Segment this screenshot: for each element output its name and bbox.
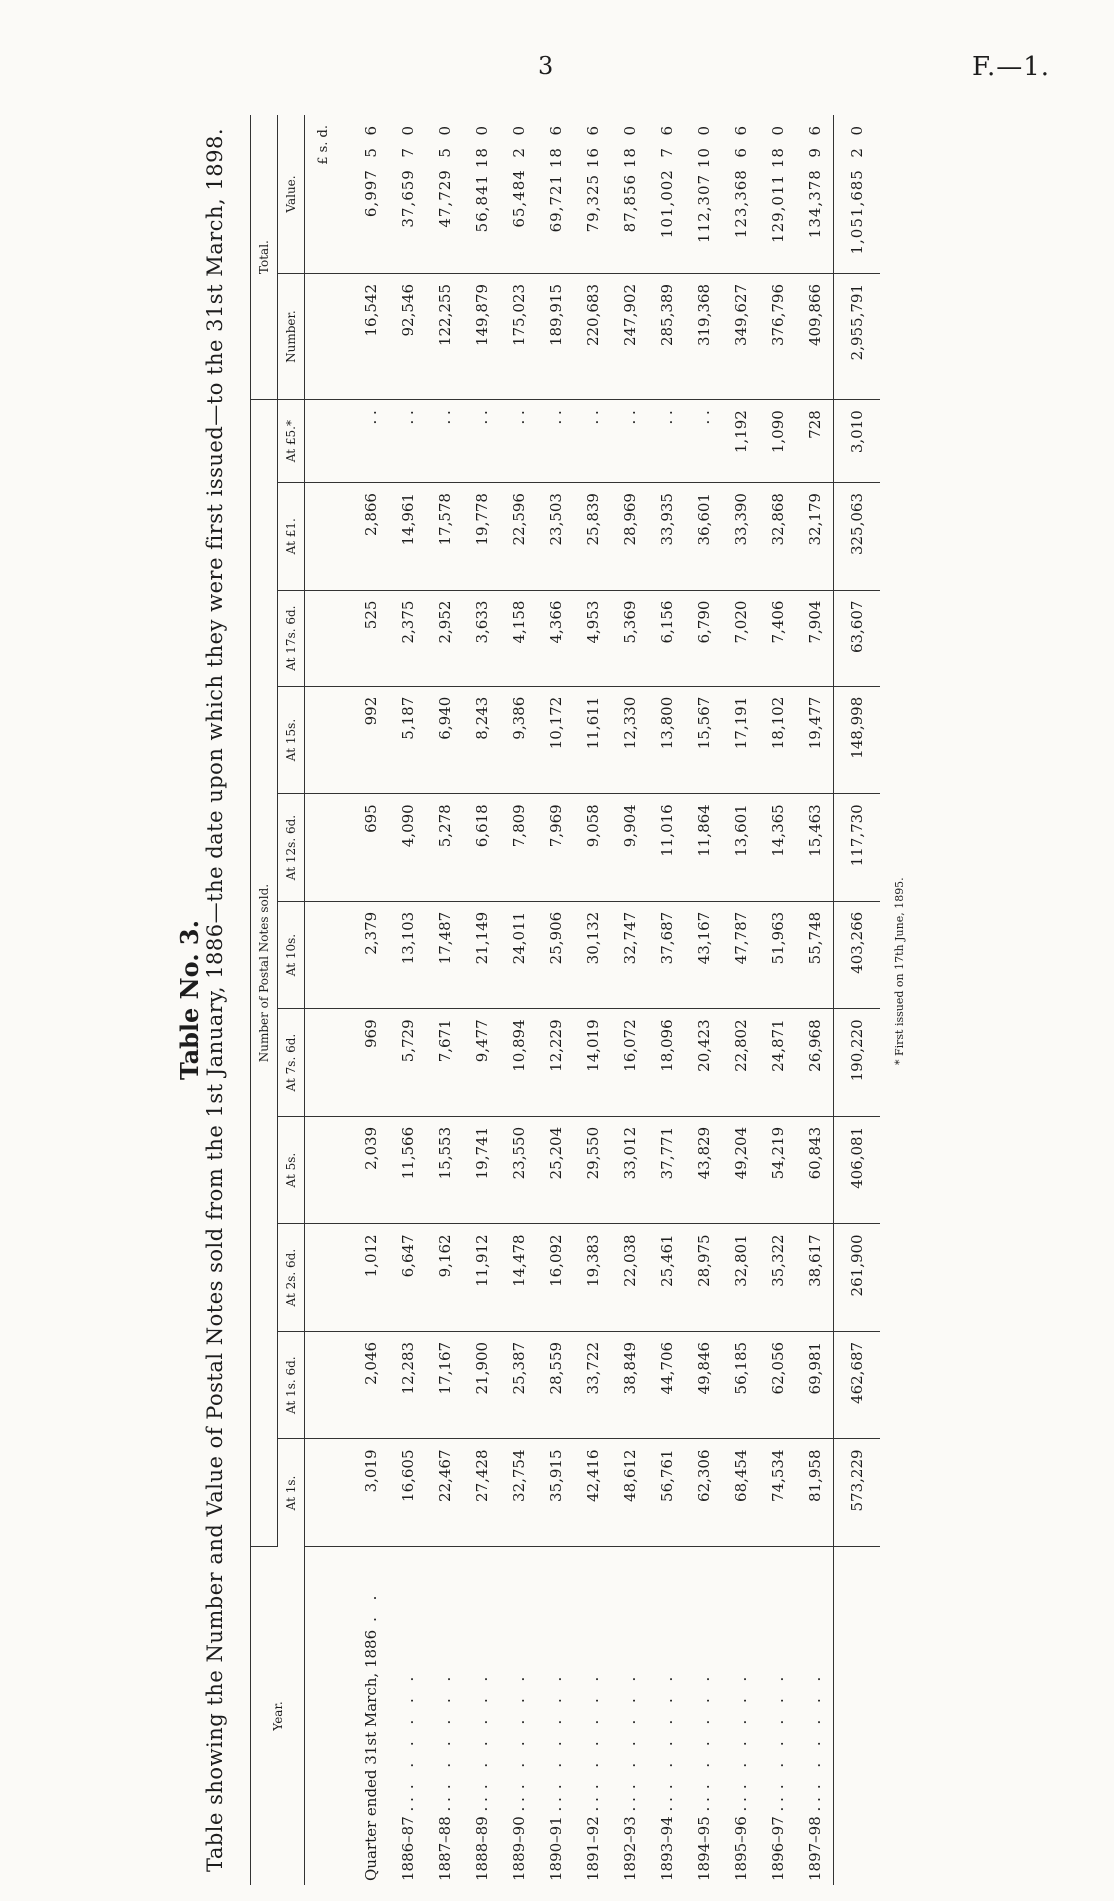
totals-cell: 573,229 <box>834 1439 881 1547</box>
row-year-leader: . . . . . . <box>472 1670 491 1790</box>
row-total-value: 6,997 5 6 <box>342 115 389 274</box>
number-sold-group-header: Number of Postal Notes sold. <box>251 400 278 1547</box>
row-total-value: 129,011 18 0 <box>759 115 796 274</box>
units-row <box>305 115 343 1885</box>
row-cell: 4,090 <box>389 794 426 902</box>
row-cell: . . <box>648 400 685 483</box>
row-year-label: 1889–90 . . <box>509 1797 528 1881</box>
table-row <box>611 115 648 1885</box>
row-year-leader: . . . . . . <box>620 1670 639 1790</box>
row-cell: . . <box>574 400 611 483</box>
row-cell: 22,802 <box>722 1009 759 1117</box>
row-total-value: 112,307 10 0 <box>685 115 722 274</box>
row-cell: 17,578 <box>426 483 463 591</box>
row-cell: 2,039 <box>342 1116 389 1224</box>
row-total-number: 319,368 <box>685 274 722 400</box>
totals-row <box>834 115 881 1885</box>
row-cell: . . <box>426 400 463 483</box>
row-cell: . . <box>537 400 574 483</box>
row-cell: 35,915 <box>537 1439 574 1547</box>
footnote: * First issued on 17th June, 1895. <box>893 877 906 1065</box>
row-year <box>759 1547 796 1886</box>
row-cell: 3,633 <box>463 590 500 686</box>
row-cell: 6,647 <box>389 1224 426 1332</box>
row-year-leader: . . . . . . <box>398 1670 417 1790</box>
row-total-value: 79,325 16 6 <box>574 115 611 274</box>
row-total-number: 376,796 <box>759 274 796 400</box>
row-cell: 6,618 <box>463 794 500 902</box>
row-cell: 25,387 <box>500 1331 537 1439</box>
row-cell: 51,963 <box>759 901 796 1009</box>
table-row <box>759 115 796 1885</box>
row-cell: 43,167 <box>685 901 722 1009</box>
row-total-number: 175,023 <box>500 274 537 400</box>
row-year <box>537 1547 574 1886</box>
row-cell: 11,016 <box>648 794 685 902</box>
row-cell: 15,463 <box>796 794 834 902</box>
row-year <box>611 1547 648 1886</box>
row-cell: 1,012 <box>342 1224 389 1332</box>
row-cell: 33,390 <box>722 483 759 591</box>
row-cell: 69,981 <box>796 1331 834 1439</box>
row-cell: 43,829 <box>685 1116 722 1224</box>
row-cell: 18,096 <box>648 1009 685 1117</box>
row-year <box>796 1547 834 1886</box>
row-cell: 5,278 <box>426 794 463 902</box>
row-total-number: 247,902 <box>611 274 648 400</box>
row-cell: 13,103 <box>389 901 426 1009</box>
row-cell: 9,386 <box>500 686 537 794</box>
row-cell: 11,864 <box>685 794 722 902</box>
row-cell: 19,778 <box>463 483 500 591</box>
col-header-5s: At 5s. <box>278 1116 305 1224</box>
row-cell: . . <box>611 400 648 483</box>
row-cell: 11,912 <box>463 1224 500 1332</box>
row-cell: 37,771 <box>648 1116 685 1224</box>
table-row <box>463 115 500 1885</box>
totals-cell: 63,607 <box>834 590 881 686</box>
table-body <box>305 115 881 1885</box>
table-row <box>648 115 685 1885</box>
row-year <box>722 1547 759 1886</box>
row-cell: 13,800 <box>648 686 685 794</box>
row-cell: 16,072 <box>611 1009 648 1117</box>
row-cell: 2,866 <box>342 483 389 591</box>
row-cell: 15,567 <box>685 686 722 794</box>
row-cell: 10,172 <box>537 686 574 794</box>
row-cell: 29,550 <box>574 1116 611 1224</box>
row-cell: 47,787 <box>722 901 759 1009</box>
totals-cell: 148,998 <box>834 686 881 794</box>
row-total-number: 92,546 <box>389 274 426 400</box>
year-header: Year. <box>251 1547 305 1886</box>
row-year-label: 1895–96 . . <box>731 1797 750 1881</box>
row-total-number: 409,866 <box>796 274 834 400</box>
row-total-number: 285,389 <box>648 274 685 400</box>
table-row <box>342 115 389 1885</box>
row-cell: 525 <box>342 590 389 686</box>
row-cell: 15,553 <box>426 1116 463 1224</box>
row-total-value: 69,721 18 6 <box>537 115 574 274</box>
row-year <box>500 1547 537 1886</box>
row-year <box>426 1547 463 1886</box>
row-cell: 62,056 <box>759 1331 796 1439</box>
totals-cell: 190,220 <box>834 1009 881 1117</box>
grand-total-number: 2,955,791 <box>834 274 881 400</box>
row-cell: 12,283 <box>389 1331 426 1439</box>
row-total-number: 16,542 <box>342 274 389 400</box>
row-cell: 17,167 <box>426 1331 463 1439</box>
row-year-label: Quarter ended 31st March, 1886 <box>361 1629 380 1881</box>
row-cell: 25,906 <box>537 901 574 1009</box>
row-cell: 28,969 <box>611 483 648 591</box>
row-cell: 23,550 <box>500 1116 537 1224</box>
row-cell: 8,243 <box>463 686 500 794</box>
row-cell: 48,612 <box>611 1439 648 1547</box>
row-cell: 36,601 <box>685 483 722 591</box>
row-cell: 728 <box>796 400 834 483</box>
totals-cell: 462,687 <box>834 1331 881 1439</box>
row-cell: 32,179 <box>796 483 834 591</box>
row-cell: 21,900 <box>463 1331 500 1439</box>
totals-cell: 117,730 <box>834 794 881 902</box>
row-cell: 32,754 <box>500 1439 537 1547</box>
row-year-leader: . . . . . . <box>583 1670 602 1790</box>
row-year-label: 1892–93 . . <box>620 1797 639 1881</box>
row-year-label: 1887–88 . . <box>435 1797 454 1881</box>
row-cell: 42,416 <box>574 1439 611 1547</box>
header-group-row <box>251 115 278 1885</box>
totals-cell: 325,063 <box>834 483 881 591</box>
value-units-label: £ s. d. <box>305 115 343 274</box>
row-cell: 6,790 <box>685 590 722 686</box>
row-cell: 32,747 <box>611 901 648 1009</box>
page-number: 3 <box>538 52 554 80</box>
totals-cell: 3,010 <box>834 400 881 483</box>
col-header-total-value: Value. <box>278 115 305 274</box>
row-year-leader: . . . . . . <box>694 1670 713 1790</box>
row-year <box>389 1547 426 1886</box>
row-cell: 60,843 <box>796 1116 834 1224</box>
row-cell: 19,383 <box>574 1224 611 1332</box>
row-cell: 9,904 <box>611 794 648 902</box>
row-cell: 5,369 <box>611 590 648 686</box>
postal-notes-table <box>250 115 880 1885</box>
row-cell: 14,365 <box>759 794 796 902</box>
row-year-leader: . . . . . . <box>805 1670 824 1790</box>
col-header-5pound: At £5.* <box>278 400 305 483</box>
row-cell: 22,596 <box>500 483 537 591</box>
row-total-number: 220,683 <box>574 274 611 400</box>
row-cell: 25,461 <box>648 1224 685 1332</box>
row-cell: 35,322 <box>759 1224 796 1332</box>
row-cell: 3,019 <box>342 1439 389 1547</box>
row-year-leader: . . . . . . <box>435 1670 454 1790</box>
row-cell: 969 <box>342 1009 389 1117</box>
row-total-value: 65,484 2 0 <box>500 115 537 274</box>
row-cell: 6,940 <box>426 686 463 794</box>
table-caption: Table showing the Number and Value of Postal Notes sold from the 1st January, 1886—the date upon which they were first issued—to the 31st March, 1898. <box>203 127 227 1873</box>
row-cell: 38,849 <box>611 1331 648 1439</box>
row-total-value: 123,368 6 6 <box>722 115 759 274</box>
row-cell: 28,559 <box>537 1331 574 1439</box>
row-cell: 56,761 <box>648 1439 685 1547</box>
row-year-leader: . . . . . . <box>768 1670 787 1790</box>
row-cell: 1,192 <box>722 400 759 483</box>
row-total-value: 134,378 9 6 <box>796 115 834 274</box>
row-cell: 7,969 <box>537 794 574 902</box>
row-cell: 12,330 <box>611 686 648 794</box>
row-cell: 25,839 <box>574 483 611 591</box>
row-cell: 9,477 <box>463 1009 500 1117</box>
row-total-value: 37,659 7 0 <box>389 115 426 274</box>
row-cell: 5,729 <box>389 1009 426 1117</box>
col-header-1pound: At £1. <box>278 483 305 591</box>
row-cell: 21,149 <box>463 901 500 1009</box>
row-cell: 11,566 <box>389 1116 426 1224</box>
row-cell: 18,102 <box>759 686 796 794</box>
row-cell: 62,306 <box>685 1439 722 1547</box>
row-total-number: 122,255 <box>426 274 463 400</box>
row-cell: 13,601 <box>722 794 759 902</box>
row-cell: 25,204 <box>537 1116 574 1224</box>
row-year-label: 1896–97 . . <box>768 1797 787 1881</box>
row-cell: 992 <box>342 686 389 794</box>
row-cell: 19,741 <box>463 1116 500 1224</box>
table-row <box>796 115 834 1885</box>
row-cell: 19,477 <box>796 686 834 794</box>
row-cell: 27,428 <box>463 1439 500 1547</box>
row-cell: 49,204 <box>722 1116 759 1224</box>
row-cell: 44,706 <box>648 1331 685 1439</box>
row-year-label: 1888–89 . . <box>472 1797 491 1881</box>
row-year-leader: . . . . . . <box>546 1670 565 1790</box>
row-cell: 10,894 <box>500 1009 537 1117</box>
col-header-7s6d: At 7s. 6d. <box>278 1009 305 1117</box>
row-cell: 23,503 <box>537 483 574 591</box>
row-cell: 33,935 <box>648 483 685 591</box>
row-cell: 7,809 <box>500 794 537 902</box>
col-header-10s: At 10s. <box>278 901 305 1009</box>
row-cell: 12,229 <box>537 1009 574 1117</box>
row-cell: 14,478 <box>500 1224 537 1332</box>
table-row <box>500 115 537 1885</box>
row-cell: 22,038 <box>611 1224 648 1332</box>
row-cell: 68,454 <box>722 1439 759 1547</box>
col-header-17s6d: At 17s. 6d. <box>278 590 305 686</box>
row-cell: 33,012 <box>611 1116 648 1224</box>
row-cell: 2,379 <box>342 901 389 1009</box>
row-cell: . . <box>389 400 426 483</box>
row-cell: 5,187 <box>389 686 426 794</box>
row-total-number: 349,627 <box>722 274 759 400</box>
row-year-leader: . . <box>361 1589 380 1622</box>
row-cell: 7,904 <box>796 590 834 686</box>
row-cell: 81,958 <box>796 1439 834 1547</box>
row-cell: 56,185 <box>722 1331 759 1439</box>
row-total-value: 56,841 18 0 <box>463 115 500 274</box>
rotated-table-block <box>175 105 925 1895</box>
row-cell: 16,605 <box>389 1439 426 1547</box>
row-cell: 9,162 <box>426 1224 463 1332</box>
table-number: Table No. 3. <box>175 920 204 1080</box>
row-cell: 38,617 <box>796 1224 834 1332</box>
row-cell: 55,748 <box>796 901 834 1009</box>
col-header-1s6d: At 1s. 6d. <box>278 1331 305 1439</box>
totals-cell: 406,081 <box>834 1116 881 1224</box>
table-row <box>426 115 463 1885</box>
row-cell: 24,011 <box>500 901 537 1009</box>
row-cell: 2,046 <box>342 1331 389 1439</box>
row-year-label: 1890–91 . . <box>546 1797 565 1881</box>
row-year-label: 1893–94 . . <box>657 1797 676 1881</box>
row-total-value: 47,729 5 0 <box>426 115 463 274</box>
row-year <box>685 1547 722 1886</box>
row-year <box>463 1547 500 1886</box>
row-cell: 33,722 <box>574 1331 611 1439</box>
row-cell: 54,219 <box>759 1116 796 1224</box>
row-cell: 9,058 <box>574 794 611 902</box>
row-year-leader: . . . . . . <box>509 1670 528 1790</box>
row-year <box>574 1547 611 1886</box>
table-row <box>537 115 574 1885</box>
row-cell: 1,090 <box>759 400 796 483</box>
row-year-label: 1894–95 . . <box>694 1797 713 1881</box>
row-total-number: 149,879 <box>463 274 500 400</box>
table-row <box>574 115 611 1885</box>
row-cell: 28,975 <box>685 1224 722 1332</box>
row-cell: 17,191 <box>722 686 759 794</box>
row-cell: 37,687 <box>648 901 685 1009</box>
row-cell: 32,801 <box>722 1224 759 1332</box>
row-year <box>648 1547 685 1886</box>
document-reference: F.—1. <box>972 52 1051 82</box>
row-cell: 2,952 <box>426 590 463 686</box>
row-cell: 22,467 <box>426 1439 463 1547</box>
row-cell: 30,132 <box>574 901 611 1009</box>
row-cell: . . <box>463 400 500 483</box>
row-year-leader: . . . . . . <box>657 1670 676 1790</box>
row-year-label: 1897–98 . . <box>805 1797 824 1881</box>
row-cell: 7,671 <box>426 1009 463 1117</box>
row-year <box>342 1547 389 1886</box>
row-cell: 7,020 <box>722 590 759 686</box>
table-row <box>389 115 426 1885</box>
totals-cell: 403,266 <box>834 901 881 1009</box>
row-cell: 14,961 <box>389 483 426 591</box>
row-year-label: 1891–92 . . <box>583 1797 602 1881</box>
row-cell: 4,158 <box>500 590 537 686</box>
row-total-value: 101,002 7 6 <box>648 115 685 274</box>
col-header-1s: At 1s. <box>278 1439 305 1547</box>
row-cell: 49,846 <box>685 1331 722 1439</box>
row-total-value: 87,856 18 0 <box>611 115 648 274</box>
row-cell: 11,611 <box>574 686 611 794</box>
row-cell: . . <box>500 400 537 483</box>
row-cell: 4,366 <box>537 590 574 686</box>
row-cell: . . <box>342 400 389 483</box>
row-cell: 17,487 <box>426 901 463 1009</box>
col-header-2s6d: At 2s. 6d. <box>278 1224 305 1332</box>
totals-label-cell <box>834 1547 881 1886</box>
row-cell: 32,868 <box>759 483 796 591</box>
row-cell: 7,406 <box>759 590 796 686</box>
row-year-label: 1886–87 . . <box>398 1797 417 1881</box>
table-row <box>722 115 759 1885</box>
row-cell: 14,019 <box>574 1009 611 1117</box>
col-header-12s6d: At 12s. 6d. <box>278 794 305 902</box>
row-cell: 24,871 <box>759 1009 796 1117</box>
row-cell: 20,423 <box>685 1009 722 1117</box>
row-cell: 74,534 <box>759 1439 796 1547</box>
grand-total-value: 1,051,685 2 0 <box>834 115 881 274</box>
row-cell: 16,092 <box>537 1224 574 1332</box>
total-group-header: Total. <box>251 115 278 400</box>
totals-cell: 261,900 <box>834 1224 881 1332</box>
row-year-leader: . . . . . . <box>731 1670 750 1790</box>
row-cell: . . <box>685 400 722 483</box>
row-cell: 4,953 <box>574 590 611 686</box>
row-cell: 6,156 <box>648 590 685 686</box>
col-header-total-number: Number. <box>278 274 305 400</box>
row-cell: 26,968 <box>796 1009 834 1117</box>
col-header-15s: At 15s. <box>278 686 305 794</box>
row-cell: 2,375 <box>389 590 426 686</box>
table-row <box>685 115 722 1885</box>
row-total-number: 189,915 <box>537 274 574 400</box>
row-cell: 695 <box>342 794 389 902</box>
